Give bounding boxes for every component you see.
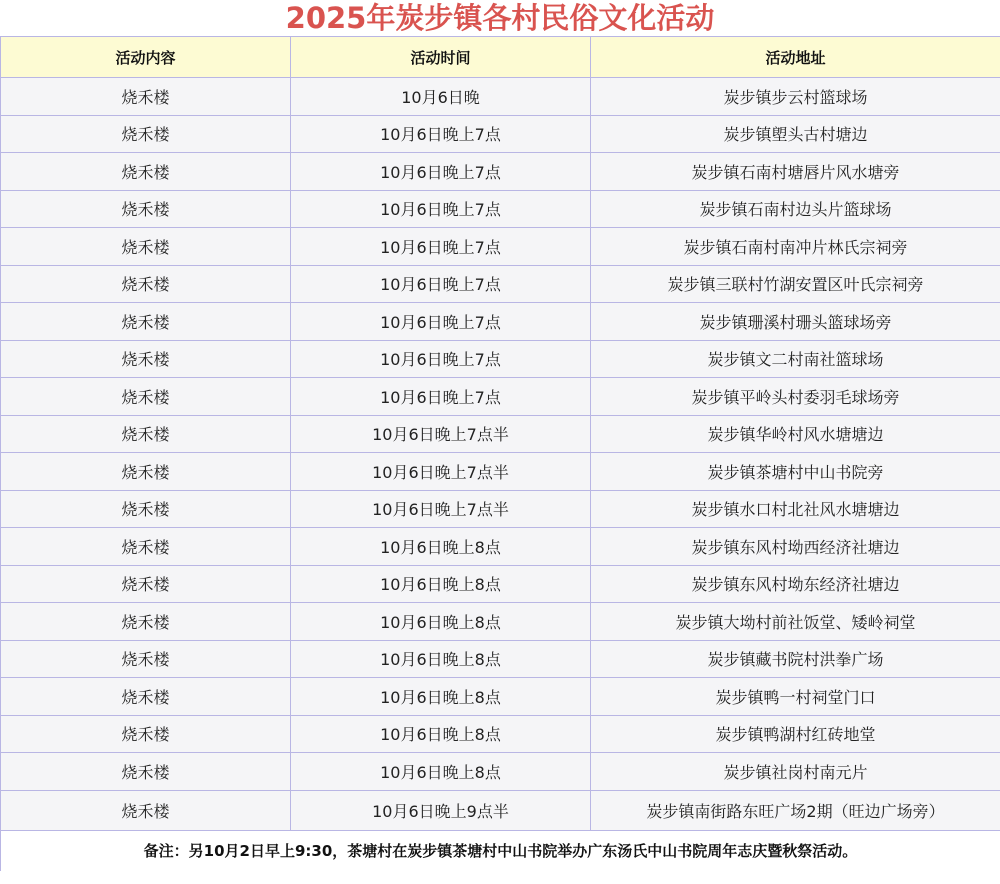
cell-activity-content: 烧禾楼: [1, 453, 291, 491]
table-row: [1, 565, 1000, 603]
cell-activity-content: 烧禾楼: [1, 153, 291, 191]
column-header-content: 活动内容: [1, 37, 291, 78]
cell-activity-place: 炭步镇文二村南社篮球场: [591, 340, 1000, 378]
cell-activity-time: 10月6日晚: [291, 78, 591, 116]
cell-activity-time: 10月6日晚上8点: [291, 753, 591, 791]
cell-activity-content: 烧禾楼: [1, 190, 291, 228]
table-row: [1, 190, 1000, 228]
cell-activity-time: 10月6日晚上9点半: [291, 790, 591, 830]
cell-activity-content: 烧禾楼: [1, 303, 291, 341]
cell-activity-place: 炭步镇大坳村前社饭堂、矮岭祠堂: [591, 603, 1000, 641]
cell-activity-content: 烧禾楼: [1, 115, 291, 153]
cell-activity-place: 炭步镇鸭湖村红砖地堂: [591, 715, 1000, 753]
table-row: [1, 603, 1000, 641]
table-row: [1, 78, 1000, 116]
table-row: [1, 640, 1000, 678]
table-row: [1, 415, 1000, 453]
cell-activity-content: 烧禾楼: [1, 490, 291, 528]
cell-activity-time: 10月6日晚上8点: [291, 678, 591, 716]
table-row: [1, 753, 1000, 791]
cell-activity-content: 烧禾楼: [1, 340, 291, 378]
cell-activity-time: 10月6日晚上7点: [291, 115, 591, 153]
cell-activity-place: 炭步镇社岗村南元片: [591, 753, 1000, 791]
table-row: [1, 303, 1000, 341]
cell-activity-content: 烧禾楼: [1, 603, 291, 641]
table-row: [1, 115, 1000, 153]
cell-activity-place: 炭步镇水口村北社风水塘塘边: [591, 490, 1000, 528]
activity-schedule-table: [0, 36, 1000, 871]
cell-activity-place: 炭步镇藏书院村洪拳广场: [591, 640, 1000, 678]
table-row: [1, 453, 1000, 491]
cell-activity-time: 10月6日晚上8点: [291, 715, 591, 753]
cell-activity-place: 炭步镇南街路东旺广场2期（旺边广场旁）: [591, 790, 1000, 830]
cell-activity-content: 烧禾楼: [1, 753, 291, 791]
table-row: [1, 490, 1000, 528]
table-header-row: [1, 37, 1000, 78]
table-row: [1, 790, 1000, 830]
cell-activity-content: 烧禾楼: [1, 378, 291, 416]
cell-activity-content: 烧禾楼: [1, 78, 291, 116]
table-row: [1, 715, 1000, 753]
note-text: 备注：另10月2日早上9:30，茶塘村在炭步镇茶塘村中山书院举办广东汤氏中山书院周年志庆暨秋祭活动。: [1, 830, 1000, 871]
cell-activity-time: 10月6日晚上8点: [291, 640, 591, 678]
cell-activity-time: 10月6日晚上7点: [291, 378, 591, 416]
cell-activity-place: 炭步镇平岭头村委羽毛球场旁: [591, 378, 1000, 416]
table-row: [1, 228, 1000, 266]
cell-activity-content: 烧禾楼: [1, 640, 291, 678]
cell-activity-place: 炭步镇步云村篮球场: [591, 78, 1000, 116]
cell-activity-time: 10月6日晚上7点: [291, 265, 591, 303]
table-row: [1, 153, 1000, 191]
column-header-time: 活动时间: [291, 37, 591, 78]
cell-activity-place: 炭步镇茶塘村中山书院旁: [591, 453, 1000, 491]
cell-activity-place: 炭步镇东风村坳东经济社塘边: [591, 565, 1000, 603]
cell-activity-time: 10月6日晚上8点: [291, 528, 591, 566]
cell-activity-place: 炭步镇华岭村风水塘塘边: [591, 415, 1000, 453]
cell-activity-time: 10月6日晚上8点: [291, 565, 591, 603]
note-row: [1, 830, 1000, 871]
cell-activity-place: 炭步镇珊溪村珊头篮球场旁: [591, 303, 1000, 341]
cell-activity-time: 10月6日晚上7点: [291, 303, 591, 341]
cell-activity-place: 炭步镇鸭一村祠堂门口: [591, 678, 1000, 716]
cell-activity-content: 烧禾楼: [1, 415, 291, 453]
cell-activity-content: 烧禾楼: [1, 565, 291, 603]
cell-activity-content: 烧禾楼: [1, 228, 291, 266]
table-row: [1, 265, 1000, 303]
cell-activity-time: 10月6日晚上7点: [291, 153, 591, 191]
table-row: [1, 340, 1000, 378]
page-title: 2025年炭步镇各村民俗文化活动: [285, 1, 715, 35]
cell-activity-content: 烧禾楼: [1, 715, 291, 753]
cell-activity-place: 炭步镇三联村竹湖安置区叶氏宗祠旁: [591, 265, 1000, 303]
cell-activity-content: 烧禾楼: [1, 528, 291, 566]
table-row: [1, 528, 1000, 566]
cell-activity-place: 炭步镇东风村坳西经济社塘边: [591, 528, 1000, 566]
cell-activity-time: 10月6日晚上7点半: [291, 453, 591, 491]
cell-activity-time: 10月6日晚上7点半: [291, 490, 591, 528]
cell-activity-content: 烧禾楼: [1, 678, 291, 716]
cell-activity-content: 烧禾楼: [1, 265, 291, 303]
cell-activity-place: 炭步镇石南村边头片篮球场: [591, 190, 1000, 228]
cell-activity-time: 10月6日晚上7点: [291, 228, 591, 266]
cell-activity-content: 烧禾楼: [1, 790, 291, 830]
cell-activity-time: 10月6日晚上8点: [291, 603, 591, 641]
cell-activity-place: 炭步镇石南村南冲片林氏宗祠旁: [591, 228, 1000, 266]
cell-activity-time: 10月6日晚上7点: [291, 340, 591, 378]
table-row: [1, 678, 1000, 716]
table-body: [1, 78, 1000, 831]
cell-activity-time: 10月6日晚上7点半: [291, 415, 591, 453]
cell-activity-place: 炭步镇塱头古村塘边: [591, 115, 1000, 153]
table-row: [1, 378, 1000, 416]
cell-activity-time: 10月6日晚上7点: [291, 190, 591, 228]
column-header-place: 活动地址: [591, 37, 1000, 78]
cell-activity-place: 炭步镇石南村塘唇片风水塘旁: [591, 153, 1000, 191]
